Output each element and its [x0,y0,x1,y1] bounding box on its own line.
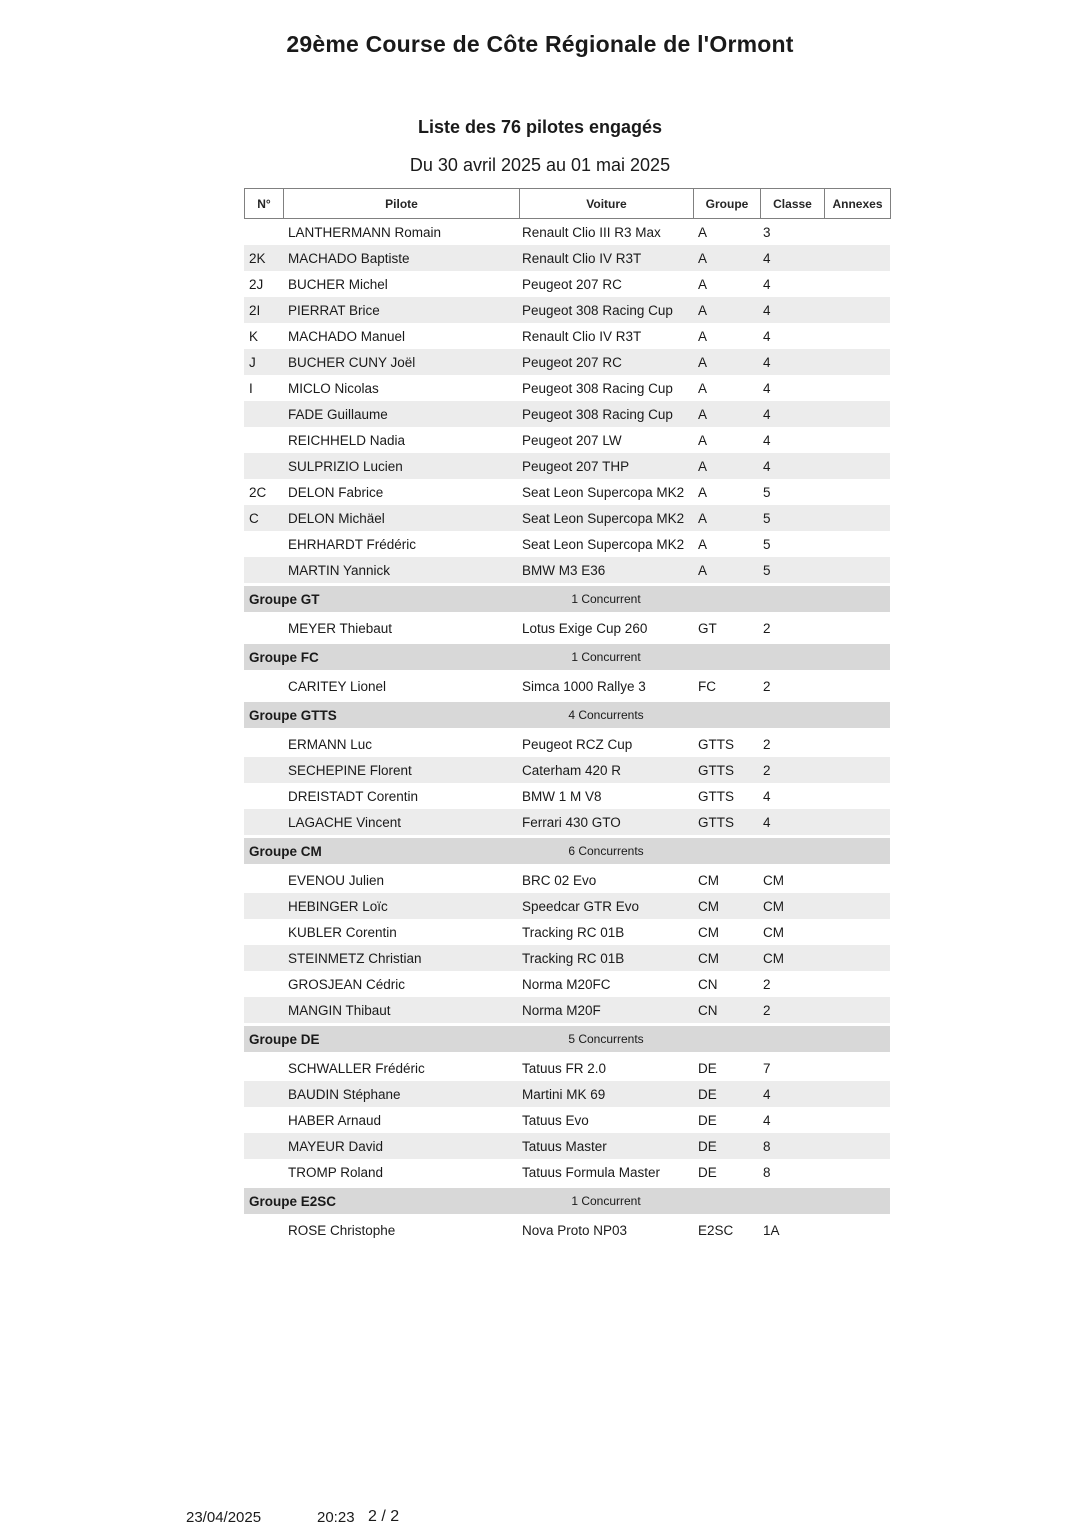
pilot-row [244,1107,890,1133]
cell-classe: CM [763,950,784,966]
group-concurrent-count: 4 Concurrents [568,708,644,722]
group-header-row [244,1023,890,1055]
cell-voiture: Peugeot 207 LW [522,432,622,448]
pilot-row [244,783,890,809]
cell-classe: 4 [763,380,771,396]
cell-voiture: Seat Leon Supercopa MK2 [522,536,685,552]
cell-pilote: LAGACHE Vincent [288,814,402,830]
pilot-row [244,479,890,505]
cell-groupe: CN [698,976,718,992]
cell-pilote: PIERRAT Brice [288,302,380,318]
column-header-annexes: Annexes [832,196,883,211]
cell-pilote: STEINMETZ Christian [288,950,422,966]
pilot-row [244,297,890,323]
group-label: Groupe CM [249,843,322,859]
cell-pilote: MARTIN Yannick [288,562,391,578]
cell-pilote: MAYEUR David [288,1138,384,1154]
cell-voiture: Peugeot RCZ Cup [522,736,633,752]
group-header-row [244,699,890,731]
cell-voiture: Peugeot 308 Racing Cup [522,302,673,318]
pilot-row [244,505,890,531]
cell-voiture: Peugeot 207 RC [522,354,622,370]
cell-classe: 4 [763,814,771,830]
cell-classe: 4 [763,788,771,804]
column-header-num: N° [245,189,284,218]
cell-pilote: KUBLER Corentin [288,924,397,940]
cell-voiture: Renault Clio III R3 Max [522,224,661,240]
pilot-row [244,245,890,271]
group-label: Groupe FC [249,649,319,665]
cell-groupe: A [698,302,708,318]
group-header-row [244,1185,890,1217]
cell-classe: 5 [763,510,771,526]
cell-classe: 4 [763,354,771,370]
group-label: Groupe GT [249,591,320,607]
cell-pilote: MACHADO Manuel [288,328,406,344]
footer-page-number: 2 / 2 [368,1508,400,1525]
cell-pilote: FADE Guillaume [288,406,388,422]
cell-voiture: Renault Clio IV R3T [522,328,642,344]
cell-classe: 4 [763,302,771,318]
cell-classe: 2 [763,976,771,992]
cell-num: 2K [249,250,266,266]
cell-num: 2I [249,302,261,318]
pilot-row [244,323,890,349]
cell-groupe: A [698,328,708,344]
page-title: 29ème Course de Côte Régionale de l'Ormont [286,31,794,57]
cell-pilote: MICLO Nicolas [288,380,379,396]
table-header-row [244,188,891,219]
group-label: Groupe E2SC [249,1193,337,1209]
cell-num: I [249,380,253,396]
cell-voiture: Peugeot 308 Racing Cup [522,406,673,422]
footer-time: 20:23 [317,1509,355,1526]
cell-classe: 5 [763,562,771,578]
group-band [244,702,890,728]
cell-pilote: SCHWALLER Frédéric [288,1060,425,1076]
pilot-row [244,375,890,401]
group-header-row [244,583,890,615]
cell-classe: 7 [763,1060,771,1076]
cell-num: 2J [249,276,264,292]
pilot-row [244,673,890,699]
cell-voiture: Simca 1000 Rallye 3 [522,678,646,694]
cell-voiture: Ferrari 430 GTO [522,814,621,830]
cell-classe: 4 [763,276,771,292]
cell-groupe: A [698,380,708,396]
cell-pilote: CARITEY Lionel [288,678,387,694]
cell-voiture: BRC 02 Evo [522,872,597,888]
cell-voiture: Renault Clio IV R3T [522,250,642,266]
cell-classe: 4 [763,328,771,344]
pilot-row [244,945,890,971]
pilot-row [244,1133,890,1159]
cell-classe: 2 [763,678,771,694]
group-band [244,1026,890,1052]
pilot-row [244,531,890,557]
cell-groupe: A [698,250,708,266]
cell-groupe: DE [698,1164,717,1180]
cell-pilote: MEYER Thiebaut [288,620,393,636]
cell-voiture: Nova Proto NP03 [522,1222,628,1238]
cell-voiture: Seat Leon Supercopa MK2 [522,484,685,500]
cell-groupe: GTTS [698,762,734,778]
cell-classe: 8 [763,1164,771,1180]
pilot-row [244,757,890,783]
cell-pilote: GROSJEAN Cédric [288,976,406,992]
pilot-row [244,1055,890,1081]
page-footer [0,1507,1080,1528]
cell-pilote: ERMANN Luc [288,736,373,752]
cell-voiture: Peugeot 207 RC [522,276,622,292]
cell-pilote: MANGIN Thibaut [288,1002,391,1018]
group-header-row [244,835,890,867]
pilot-row [244,615,890,641]
cell-groupe: DE [698,1060,717,1076]
group-concurrent-count: 1 Concurrent [571,650,641,664]
pilot-row [244,349,890,375]
cell-voiture: Tracking RC 01B [522,950,625,966]
group-band [244,838,890,864]
cell-groupe: DE [698,1138,717,1154]
cell-voiture: Seat Leon Supercopa MK2 [522,510,685,526]
group-label: Groupe GTTS [249,707,337,723]
cell-classe: 1A [763,1222,780,1238]
cell-voiture: Norma M20FC [522,976,611,992]
pilot-row [244,1159,890,1185]
column-header-voiture: Voiture [520,189,694,218]
pilot-row [244,867,890,893]
group-band [244,1188,890,1214]
cell-voiture: BMW 1 M V8 [522,788,602,804]
group-concurrent-count: 6 Concurrents [568,844,644,858]
cell-groupe: A [698,510,708,526]
cell-classe: 2 [763,736,771,752]
cell-voiture: BMW M3 E36 [522,562,606,578]
cell-groupe: DE [698,1086,717,1102]
cell-pilote: TROMP Roland [288,1164,384,1180]
cell-classe: 2 [763,762,771,778]
pilot-row [244,1217,890,1243]
cell-groupe: GT [698,620,717,636]
cell-voiture: Tatuus Evo [522,1112,589,1128]
cell-voiture: Martini MK 69 [522,1086,606,1102]
cell-pilote: LANTHERMANN Romain [288,224,442,240]
cell-groupe: CM [698,898,719,914]
cell-pilote: DREISTADT Corentin [288,788,419,804]
pilot-row [244,453,890,479]
cell-groupe: CM [698,872,719,888]
cell-pilote: EVENOU Julien [288,872,385,888]
cell-classe: 4 [763,406,771,422]
column-header-pilote: Pilote [284,189,520,218]
pilot-row [244,731,890,757]
cell-voiture: Norma M20F [522,1002,601,1018]
cell-classe: CM [763,872,784,888]
cell-classe: 4 [763,432,771,448]
page-subtitle: Liste des 76 pilotes engagés [417,117,663,137]
group-band [244,586,890,612]
cell-pilote: MACHADO Baptiste [288,250,410,266]
group-concurrent-count: 1 Concurrent [571,1194,641,1208]
group-band [244,644,890,670]
table-body [244,219,890,1243]
cell-groupe: GTTS [698,814,734,830]
column-header-classe: Classe [761,189,825,218]
group-label: Groupe DE [249,1031,320,1047]
cell-classe: 5 [763,536,771,552]
cell-voiture: Caterham 420 R [522,762,622,778]
cell-pilote: ROSE Christophe [288,1222,396,1238]
cell-voiture: Peugeot 308 Racing Cup [522,380,673,396]
cell-classe: 5 [763,484,771,500]
group-header-row [244,641,890,673]
pilot-row [244,997,890,1023]
pilot-row [244,971,890,997]
cell-groupe: FC [698,678,716,694]
event-date-range: Du 30 avril 2025 au 01 mai 2025 [409,155,671,175]
cell-groupe: A [698,536,708,552]
pilot-row [244,557,890,583]
cell-pilote: DELON Michäel [288,510,385,526]
cell-groupe: A [698,432,708,448]
cell-pilote: HEBINGER Loïc [288,898,388,914]
cell-groupe: A [698,406,708,422]
cell-pilote: BUCHER CUNY Joël [288,354,416,370]
cell-pilote: SULPRIZIO Lucien [288,458,403,474]
cell-groupe: GTTS [698,788,734,804]
cell-voiture: Lotus Exige Cup 260 [522,620,648,636]
footer-date: 23/04/2025 [186,1509,262,1526]
cell-classe: CM [763,898,784,914]
cell-num: C [249,510,259,526]
cell-classe: 4 [763,1112,771,1128]
cell-groupe: E2SC [698,1222,734,1238]
cell-num: K [249,328,259,344]
cell-groupe: A [698,458,708,474]
pilot-row [244,893,890,919]
cell-groupe: A [698,276,708,292]
cell-groupe: CM [698,950,719,966]
cell-num: J [249,354,256,370]
group-concurrent-count: 1 Concurrent [571,592,641,606]
pilot-row [244,271,890,297]
cell-classe: 8 [763,1138,771,1154]
cell-pilote: BAUDIN Stéphane [288,1086,401,1102]
cell-classe: 3 [763,224,771,240]
cell-groupe: A [698,224,708,240]
cell-num: 2C [249,484,267,500]
cell-pilote: REICHHELD Nadia [288,432,406,448]
pilot-row [244,809,890,835]
pilot-row [244,1081,890,1107]
cell-classe: 4 [763,250,771,266]
column-header-groupe: Groupe [694,189,761,218]
cell-groupe: GTTS [698,736,734,752]
pilot-row [244,219,890,245]
cell-voiture: Tatuus Formula Master [522,1164,661,1180]
cell-groupe: CM [698,924,719,940]
cell-classe: 4 [763,458,771,474]
pilot-row [244,401,890,427]
cell-groupe: A [698,484,708,500]
cell-pilote: EHRHARDT Frédéric [288,536,417,552]
cell-pilote: BUCHER Michel [288,276,388,292]
cell-voiture: Tracking RC 01B [522,924,625,940]
cell-voiture: Tatuus FR 2.0 [522,1060,607,1076]
cell-groupe: A [698,354,708,370]
cell-classe: 2 [763,620,771,636]
cell-classe: 4 [763,1086,771,1102]
pilot-row [244,919,890,945]
cell-classe: 2 [763,1002,771,1018]
cell-pilote: DELON Fabrice [288,484,384,500]
cell-voiture: Peugeot 207 THP [522,458,630,474]
cell-classe: CM [763,924,784,940]
cell-pilote: HABER Arnaud [288,1112,382,1128]
cell-groupe: DE [698,1112,717,1128]
pilot-row [244,427,890,453]
group-concurrent-count: 5 Concurrents [568,1032,644,1046]
cell-pilote: SECHEPINE Florent [288,762,412,778]
cell-voiture: Tatuus Master [522,1138,607,1154]
cell-voiture: Speedcar GTR Evo [522,898,640,914]
cell-groupe: CN [698,1002,718,1018]
cell-groupe: A [698,562,708,578]
pilots-table [244,188,891,1243]
